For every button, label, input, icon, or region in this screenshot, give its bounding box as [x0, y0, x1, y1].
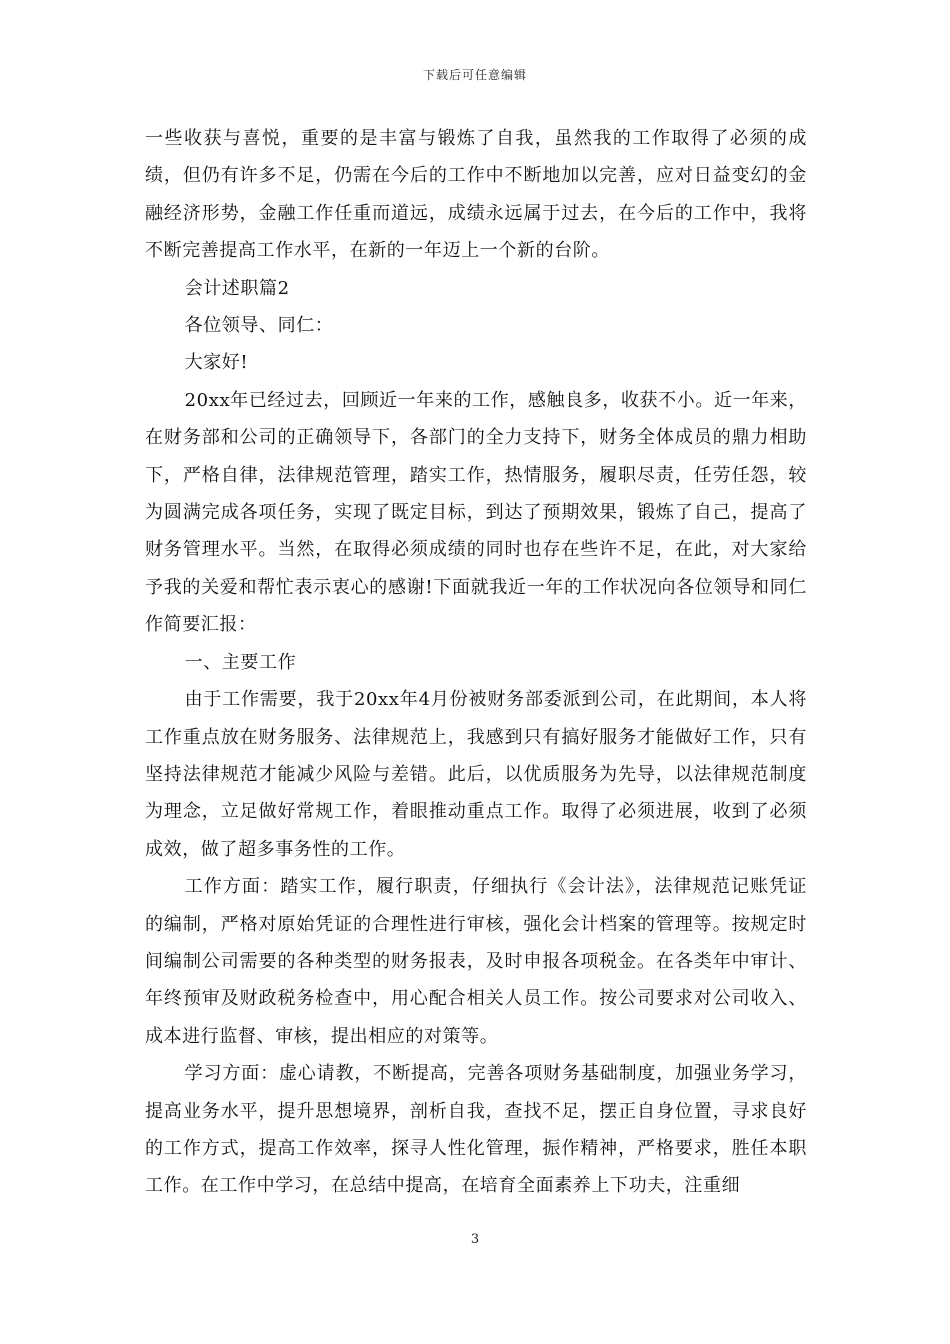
page-header: 下载后可任意编辑: [422, 68, 527, 82]
subsection-heading: 一、主要工作: [184, 651, 297, 673]
paragraph-continuation: 一些收获与喜悦，重要的是丰富与锻炼了自我，虽然我的工作取得了必须的成绩，但仍有许多不足，仍需在今后的工作中不断地加以完善，应对日益变幻的金融经济形势，金融工作任重而道远，成绩永远属于过去，在今后的工作中，我将不断完善提高工作水平，在新的一年迈上一个新的台阶。: [145, 128, 807, 262]
salutation: 各位领导、同仁：: [184, 315, 334, 337]
page-number: 3: [470, 1232, 480, 1247]
paragraph-intro: 20xx年已经过去，回顾近一年来的工作，感触良多，收获不小。近一年来，在财务部和公司的正确领导下，各部门的全力支持下，财务全体成员的鼎力相助下，严格自律，法律规范管理，踏实工作，热情服务，履职尽责，任劳任怨，较为圆满完成各项任务，实现了既定目标，到达了预期效果，锻炼了自己，提高了财务管理水平。当然，在取得必须成绩的同时也存在些许不足，在此，对大家给予我的关爱和帮忙表示衷心的感谢!下面就我近一年的工作状况向各位领导和同仁作简要汇报：: [145, 389, 807, 636]
paragraph-study-aspect: 学习方面：虚心请教，不断提高，完善各项财务基础制度，加强业务学习，提高业务水平，提升思想境界，剖析自我，查找不足，摆正自身位置，寻求良好的工作方式，提高工作效率，探寻人性化管理，振作精神，严格要求，胜任本职工作。在工作中学习，在总结中提高，在培育全面素养上下功夫，注重细: [145, 1063, 807, 1197]
document-body: [145, 120, 807, 1205]
paragraph-main-work: 由于工作需要，我于20xx年4月份被财务部委派到公司，在此期间，本人将工作重点放在财务服务、法律规范上，我感到只有搞好服务才能做好工作，只有坚持法律规范才能减少风险与差错。此后，以优质服务为先导，以法律规范制度为理念，立足做好常规工作，着眼推动重点工作。取得了必须进展，收到了必须成效，做了超多事务性的工作。: [145, 689, 807, 860]
greeting: 大家好!: [184, 352, 249, 374]
section-title: 会计述职篇2: [184, 277, 290, 299]
paragraph-work-aspect: 工作方面：踏实工作，履行职责，仔细执行《会计法》，法律规范记账凭证的编制，严格对原始凭证的合理性进行审核，强化会计档案的管理等。按规定时间编制公司需要的各种类型的财务报表，及时申报各项税金。在各类年中审计、年终预审及财政税务检查中，用心配合相关人员工作。按公司要求对公司收入、成本进行监督、审核，提出相应的对策等。: [145, 876, 807, 1047]
